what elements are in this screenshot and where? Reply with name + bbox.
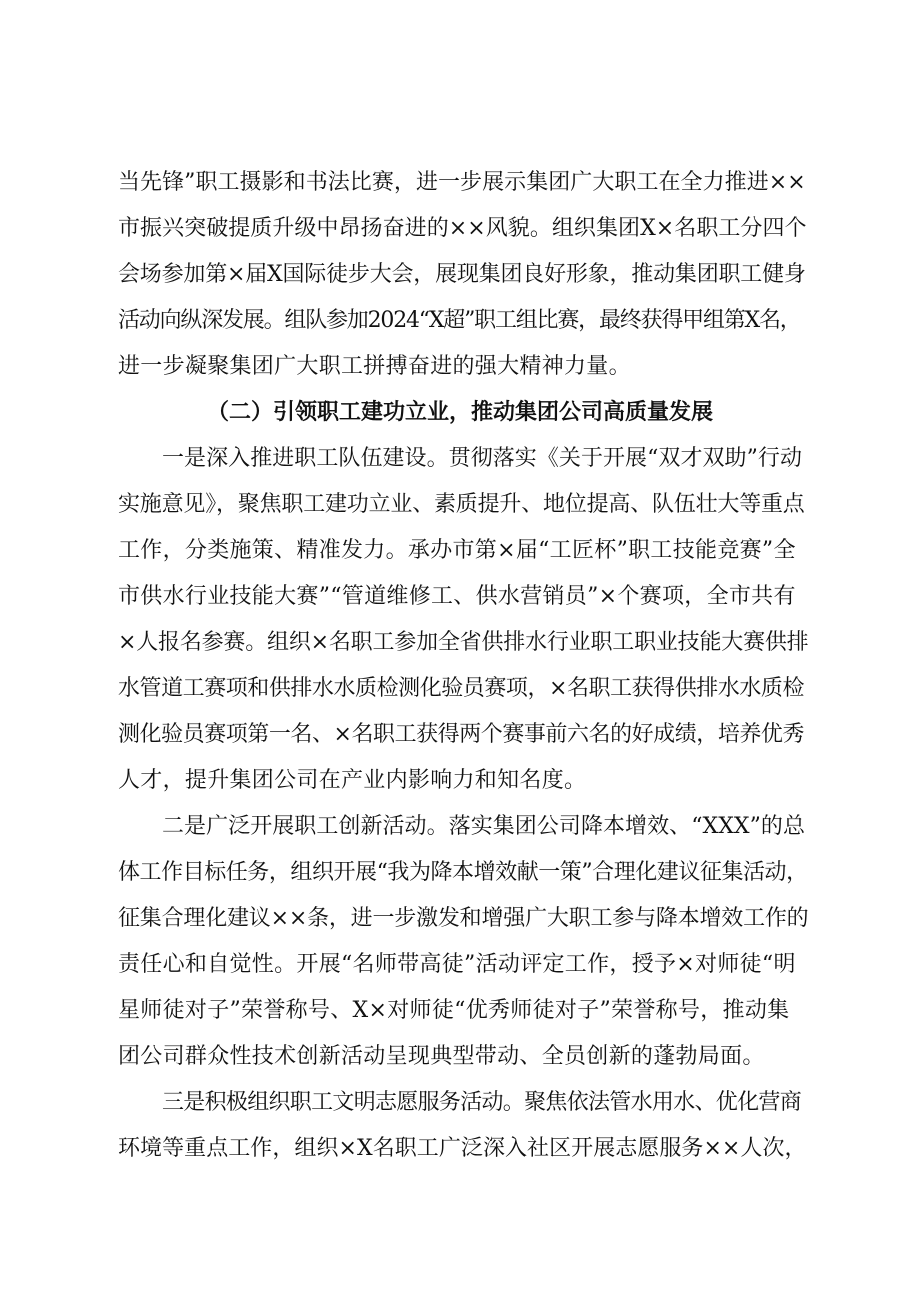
paragraph-first-line: 一是深入推进职工队伍建设。贯彻落实《关于开展“双才双助”行动 bbox=[162, 446, 802, 471]
text-line: 测化验员赛项第一名、×名职工获得两个赛事前六名的好成绩，培养优秀 bbox=[118, 722, 805, 747]
text-line: 团公司群众性技术创新活动呈现典型带动、全员创新的蓬勃局面。 bbox=[118, 1044, 765, 1069]
paragraph-first-line: 二是广泛开展职工创新活动。落实集团公司降本增效、“XXX”的总 bbox=[162, 814, 806, 839]
text-line: 水管道工赛项和供排水水质检测化验员赛项，×名职工获得供排水水质检 bbox=[118, 676, 805, 701]
paragraph-first-line: 三是积极组织职工文明志愿服务活动。聚焦依法管水用水、优化营商 bbox=[162, 1090, 802, 1115]
text-line: 市振兴突破提质升级中昂扬奋进的××风貌。组织集团X×名职工分四个 bbox=[118, 216, 807, 241]
text-line: 环境等重点工作，组织×X名职工广泛深入社区开展志愿服务××人次， bbox=[118, 1136, 807, 1161]
text-line: 工作，分类施策、精准发力。承办市第×届“工匠杯”职工技能竞赛”全 bbox=[118, 538, 796, 563]
text-line: 进一步凝聚集团广大职工拼搏奋进的强大精神力量。 bbox=[118, 354, 631, 379]
text-line: 体工作目标任务，组织开展“我为降本增效献一策”合理化建议征集活动， bbox=[118, 860, 808, 885]
text-line: 征集合理化建议××条，进一步激发和增强广大职工参与降本增效工作的 bbox=[118, 906, 809, 931]
text-line: 当先锋”职工摄影和书法比赛，进一步展示集团广大职工在全力推进×× bbox=[118, 170, 806, 195]
text-line: 人才，提升集团公司在产业内影响力和知名度。 bbox=[118, 768, 587, 793]
text-line: 星师徒对子”荣誉称号、X×对师徒“优秀师徒对子”荣誉称号，推动集 bbox=[118, 998, 790, 1023]
text-line: 市供水行业技能大赛”“管道维修工、供水营销员”×个赛项，全市共有 bbox=[118, 584, 796, 609]
section-heading: （二）引领职工建功立业，推动集团公司高质量发展 bbox=[206, 400, 713, 425]
text-line: 活动向纵深发展。组队参加2024“X超”职工组比赛，最终获得甲组第X名， bbox=[118, 308, 801, 333]
text-line: 实施意见》，聚焦职工建功立业、素质提升、地位提高、队伍壮大等重点 bbox=[118, 492, 805, 517]
text-line: 责任心和自觉性。开展“名师带高徒”活动评定工作，授予×对师徒“明 bbox=[118, 952, 796, 977]
text-line: ×人报名参赛。组织×名职工参加全省供排水行业职工职业技能大赛供排 bbox=[118, 630, 809, 655]
text-line: 会场参加第×届X国际徒步大会，展现集团良好形象，推动集团职工健身 bbox=[118, 262, 806, 287]
